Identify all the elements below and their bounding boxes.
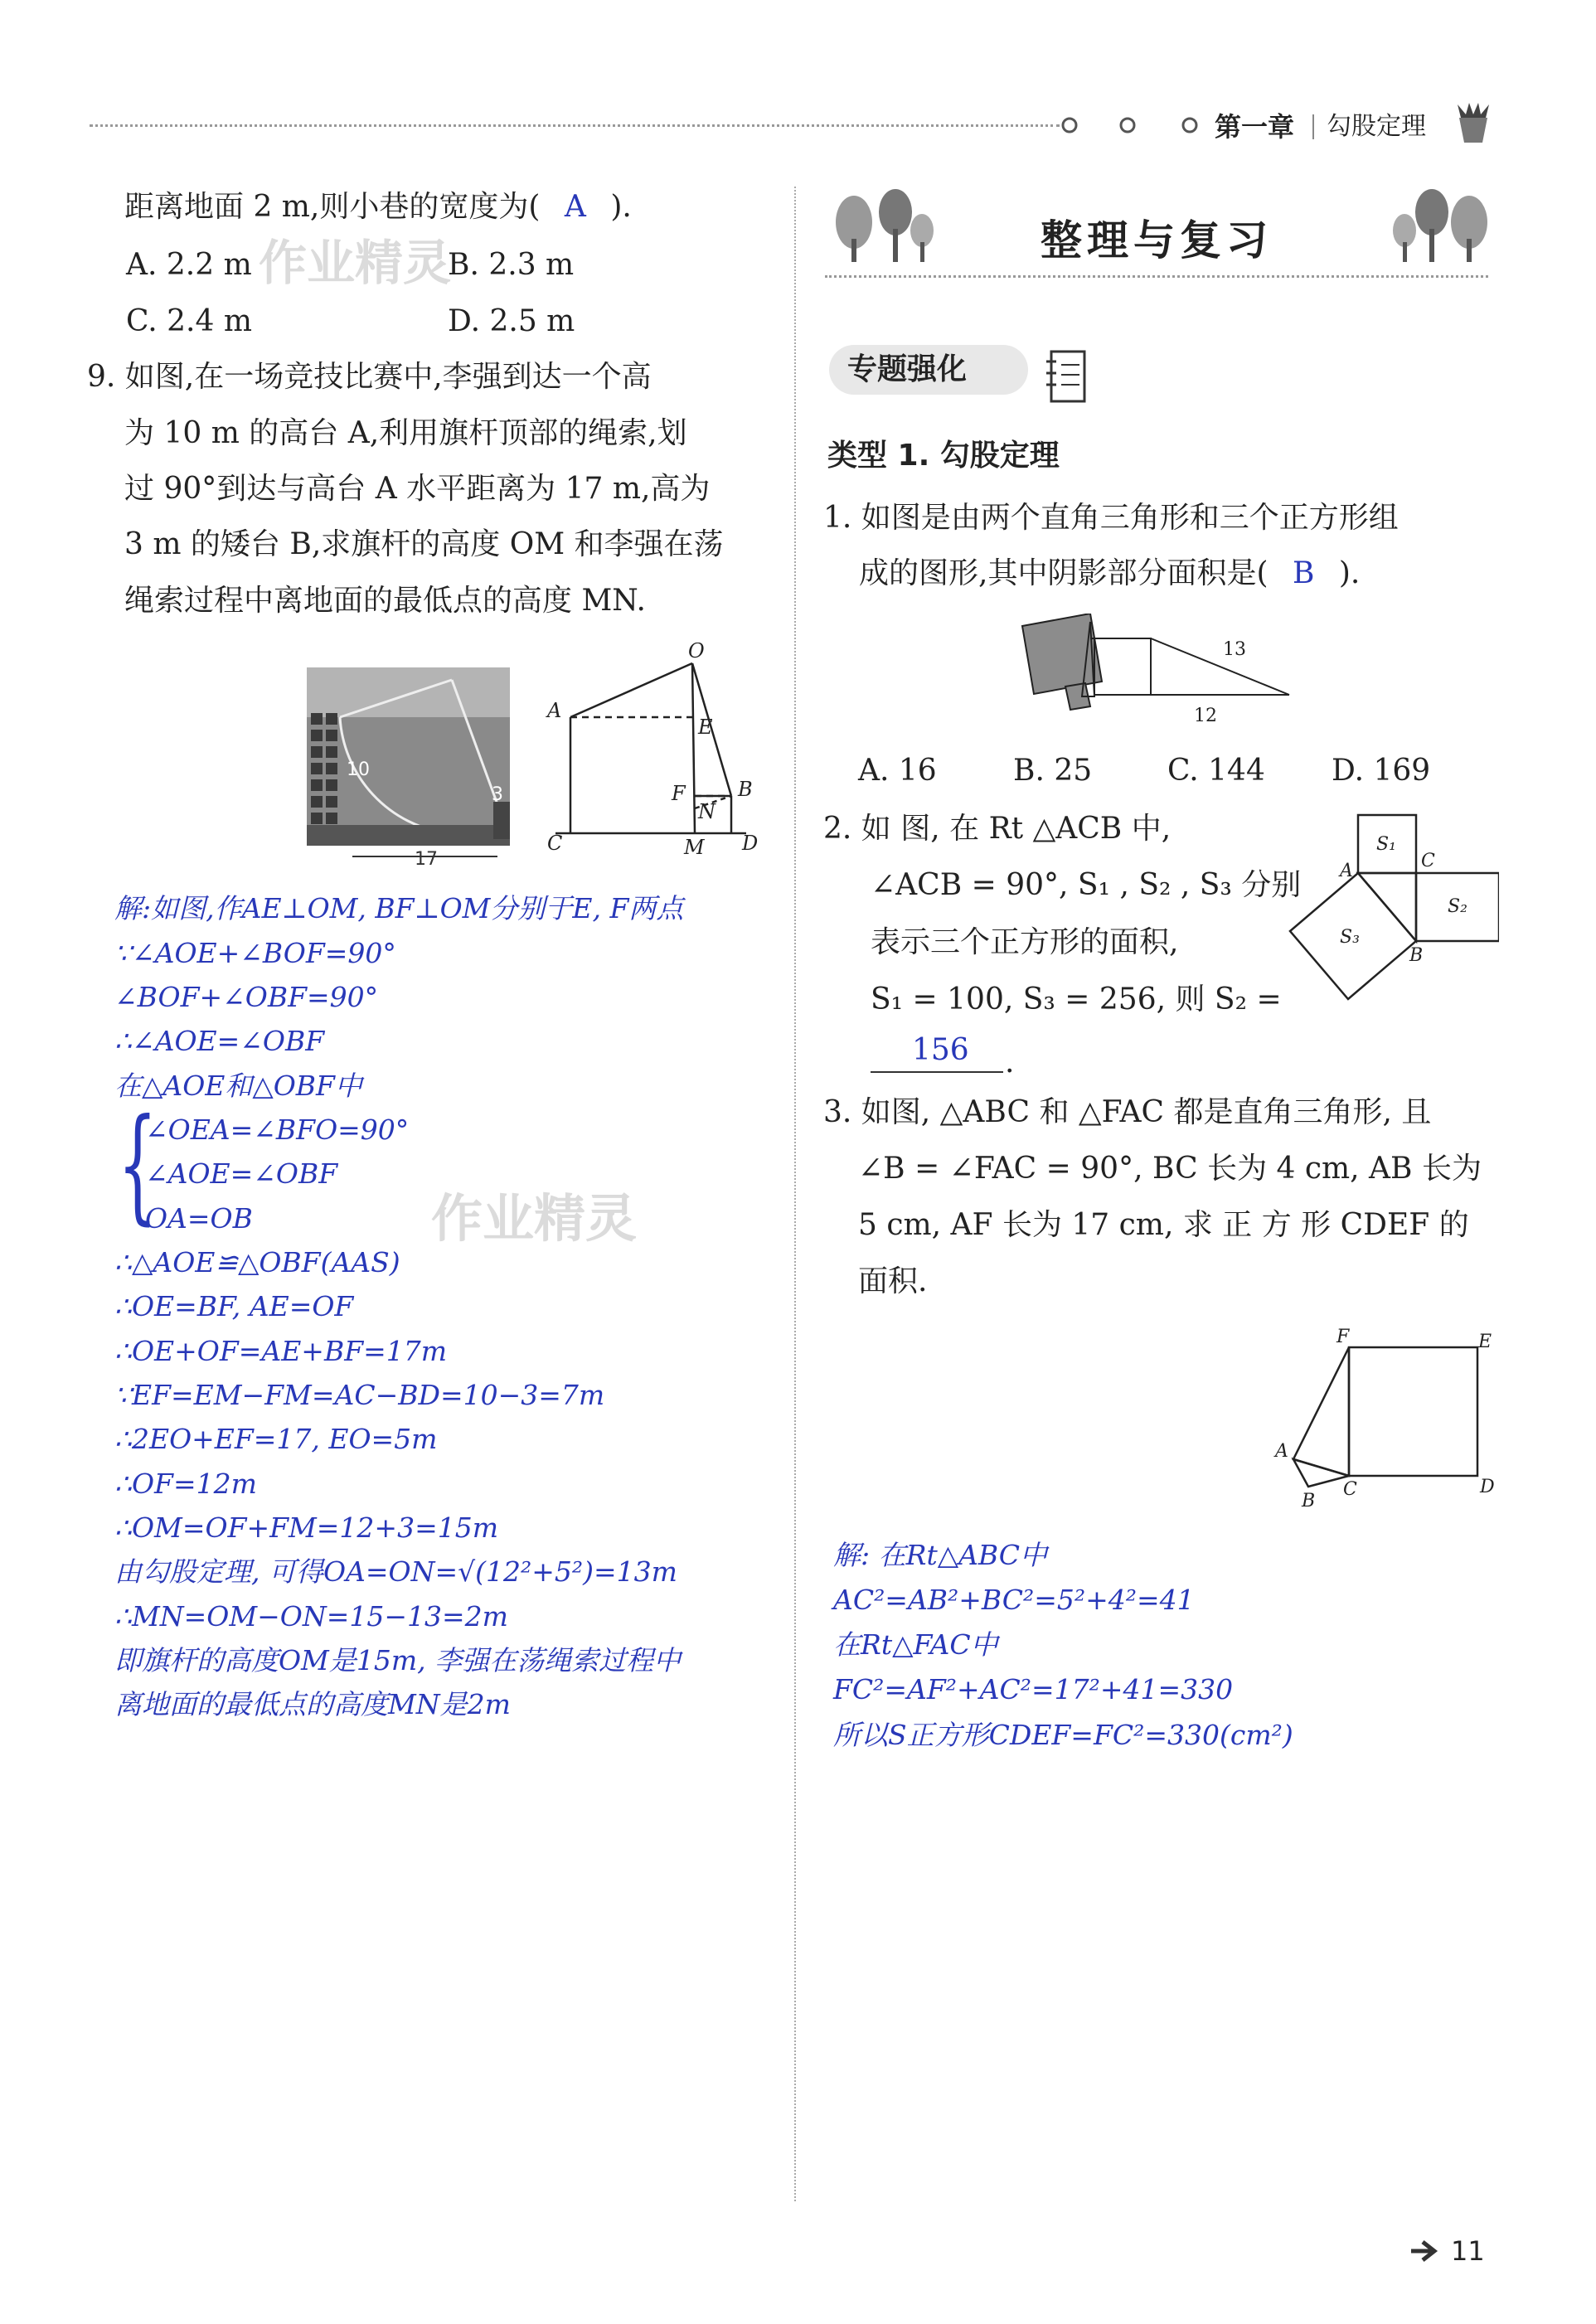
q9-line-1: 9. 如图,在一场竞技比赛中,李强到达一个高: [87, 360, 652, 394]
q8-option-c: C. 2.4 m: [126, 304, 252, 338]
q1-diagram: [1016, 614, 1298, 730]
solution-line: ∵∠AOE+∠BOF=90°: [114, 937, 396, 969]
solution-line: ∴OE=BF, AE=OF: [114, 1290, 354, 1322]
q1-option-a: A. 16: [858, 754, 937, 788]
q3-label-E: E: [1478, 1332, 1492, 1352]
q2-blank: [871, 1071, 1003, 1073]
solution-line: ∵EF=EM−FM=AC−BD=10−3=7m: [114, 1379, 605, 1411]
q2-label-A: A: [1340, 861, 1353, 881]
q1-answer: B: [1292, 556, 1315, 590]
solution-line: ∴MN=OM−ON=15−13=2m: [114, 1600, 508, 1633]
q9-line-3: 过 90°到达与高台 A 水平距离为 17 m,高为: [124, 472, 711, 506]
solution-line: ∴OM=OF+FM=12+3=15m: [114, 1511, 498, 1544]
chapter-label: 第一章: [1215, 111, 1295, 143]
notebook-icon: [1043, 348, 1089, 405]
q1-option-b: B. 25: [1013, 754, 1093, 788]
solution-line: 在△AOE和△OBF中: [114, 1070, 362, 1102]
q2-line-3: 表示三个正方形的面积,: [871, 925, 1179, 959]
q2-label-S1: S₁: [1376, 834, 1396, 855]
q2-label-S2: S₂: [1448, 896, 1467, 917]
solution-line: OA=OB: [145, 1202, 253, 1235]
label-F: F: [672, 782, 686, 805]
solution-line: ∴△AOE≌△OBF(AAS): [114, 1246, 400, 1278]
solution-line: ∠OEA=∠BFO=90°: [145, 1113, 410, 1146]
q2-label-S3: S₃: [1340, 927, 1360, 948]
solution-line: ∴∠AOE=∠OBF: [114, 1025, 325, 1057]
q1-line-1: 1. 如图是由两个直角三角形和三个正方形组: [823, 501, 1399, 535]
type-heading: 类型 1. 勾股定理: [827, 439, 1060, 473]
column-divider: [794, 187, 796, 2201]
label-C: C: [547, 832, 563, 855]
solution-line: 解:如图,作AE⊥OM, BF⊥OM分别于E, F两点: [114, 892, 684, 924]
photo-label-10: 10: [347, 759, 370, 780]
solution-line: ∠AOE=∠OBF: [145, 1157, 338, 1190]
watermark: 作业精灵: [259, 235, 452, 291]
q9-diagram: [539, 643, 779, 862]
q3-diagram: [1269, 1322, 1501, 1513]
system-brace: {: [118, 1093, 158, 1237]
q1-label-13: 13: [1223, 639, 1246, 660]
q1-label-12: 12: [1194, 706, 1217, 726]
label-N: N: [698, 800, 716, 823]
photo-label-3: 3: [492, 784, 503, 805]
q3-label-F: F: [1336, 1327, 1350, 1347]
solution-line: ∴2EO+EF=17, EO=5m: [114, 1423, 438, 1455]
q3-line-1: 3. 如图, △ABC 和 △FAC 都是直角三角形, 且: [823, 1095, 1432, 1129]
plant-icon: [1453, 101, 1494, 144]
q2-line-2: ∠ACB = 90°, S₁ , S₂ , S₃ 分别: [871, 868, 1302, 902]
q2-line-4: S₁ = 100, S₃ = 256, 则 S₂ =: [871, 982, 1282, 1016]
q3-solution-line: FC²=AF²+AC²=17²+41=330: [833, 1673, 1234, 1705]
q8-answer: A: [564, 190, 586, 224]
label-M: M: [684, 836, 705, 859]
solution-line: 离地面的最低点的高度MN是2m: [114, 1688, 511, 1720]
solution-line: ∴OF=12m: [114, 1468, 257, 1500]
watermark: 作业精灵: [431, 1188, 638, 1249]
solution-line: ∠BOF+∠OBF=90°: [114, 981, 379, 1013]
q3-solution-line: 所以S正方形CDEF=FC²=330(cm²): [833, 1719, 1293, 1751]
q3-solution-line: 在Rt△FAC中: [833, 1628, 998, 1661]
label-O: O: [688, 643, 705, 662]
q1-option-d: D. 169: [1332, 754, 1431, 788]
q2-period: .: [1005, 1046, 1015, 1080]
q8-option-d: D. 2.5 m: [448, 304, 575, 338]
trees-right-icon: [1386, 189, 1494, 264]
header-dots-icon: [1053, 114, 1202, 136]
topic-badge: 专题强化: [829, 345, 1028, 395]
chapter-title: 勾股定理: [1327, 112, 1426, 141]
solution-line: ∴OE+OF=AE+BF=17m: [114, 1335, 448, 1367]
q1-option-c: C. 144: [1167, 754, 1265, 788]
q2-diagram: [1283, 808, 1499, 1007]
q8-option-b: B. 2.3 m: [448, 248, 575, 282]
q3-label-B: B: [1302, 1491, 1316, 1511]
q3-line-3: 5 cm, AF 长为 17 cm, 求 正 方 形 CDEF 的: [858, 1208, 1469, 1242]
header-separator: [1312, 114, 1314, 139]
q3-line-4: 面积.: [858, 1264, 928, 1298]
q3-label-C: C: [1343, 1479, 1357, 1500]
label-A: A: [547, 699, 562, 722]
label-B: B: [738, 778, 753, 801]
label-D: D: [742, 832, 759, 855]
q3-label-A: A: [1275, 1441, 1288, 1462]
q9-line-4: 3 m 的矮台 B,求旗杆的高度 OM 和李强在荡: [124, 527, 724, 561]
arrow-right-icon: [1409, 2239, 1443, 2263]
photo-label-17: 17: [415, 849, 438, 870]
q3-solution-line: AC²=AB²+BC²=5²+4²=41: [833, 1584, 1195, 1616]
q3-line-2: ∠B = ∠FAC = 90°, BC 长为 4 cm, AB 长为: [858, 1152, 1482, 1186]
q8-option-a: A. 2.2 m: [126, 248, 252, 282]
section-rule: [825, 275, 1488, 278]
header-rule: [90, 124, 1060, 127]
q2-answer: 156: [912, 1033, 969, 1067]
q9-line-2: 为 10 m 的高台 A,利用旗杆顶部的绳索,划: [124, 416, 687, 450]
q2-label-B: B: [1409, 945, 1424, 966]
q8-continuation: 距离地面 2 m,则小巷的宽度为( A ).: [124, 190, 632, 224]
q2-line-1: 2. 如 图, 在 Rt △ACB 中,: [823, 812, 1172, 846]
solution-line: 即旗杆的高度OM是15m, 李强在荡绳索过程中: [114, 1644, 682, 1676]
q9-line-5: 绳索过程中离地面的最低点的高度 MN.: [124, 584, 646, 618]
label-E: E: [698, 716, 713, 739]
page-number: 11: [1451, 2235, 1485, 2267]
section-title: 整理与复习: [1041, 216, 1273, 264]
trees-left-icon: [829, 189, 937, 264]
competition-photo: [307, 667, 510, 871]
q2-label-C: C: [1421, 851, 1435, 871]
q1-line-2: 成的图形,其中阴影部分面积是( B ).: [859, 556, 1361, 590]
q3-label-D: D: [1480, 1477, 1495, 1497]
solution-line: 由勾股定理, 可得OA=ON=√(12²+5²)=13m: [114, 1555, 677, 1588]
q3-solution-line: 解: 在Rt△ABC中: [833, 1539, 1048, 1571]
